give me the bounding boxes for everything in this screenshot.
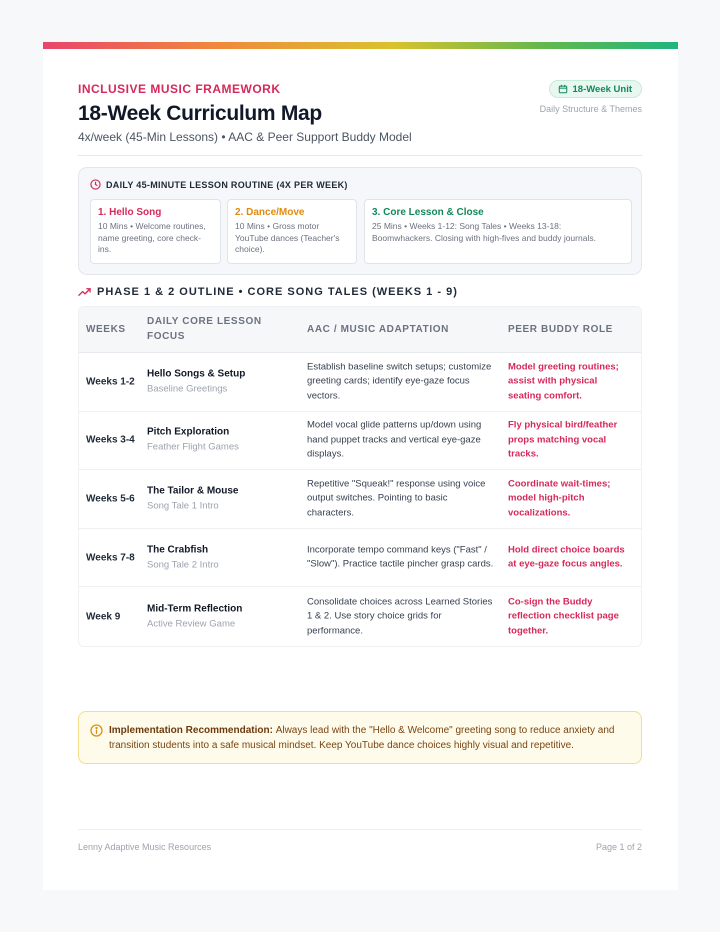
lesson-routine-panel: [78, 167, 642, 275]
focus-cell: [147, 602, 297, 631]
table-row: [79, 529, 641, 588]
table-row: [79, 353, 641, 412]
info-icon: [90, 724, 103, 737]
peer-cell: Co-sign the Buddy reflection checklist page together.: [508, 595, 619, 636]
focus-cell: [147, 426, 297, 455]
page-number: Page 1 of 2: [595, 842, 642, 852]
implementation-callout: [78, 711, 642, 764]
weeks-cell: Weeks 5-6: [86, 493, 135, 505]
focus-subtitle: Feather Flight Games: [147, 441, 239, 453]
routine-card-desc: 10 Mins • Welcome routines, name greeting, core check-ins.: [98, 221, 206, 254]
trending-up-icon: [78, 287, 91, 297]
curriculum-table: [78, 306, 642, 647]
phase-heading-text: PHASE 1 & 2 OUTLINE • CORE SONG TALES (WEEKS 1 - 9): [97, 286, 458, 298]
routine-card-core-lesson: [364, 199, 632, 264]
focus-cell: [147, 367, 297, 396]
calendar-icon: [558, 84, 568, 94]
focus-cell: [147, 543, 297, 572]
aac-cell: Repetitive "Squeak!" response using voice output switches. Pointing to basic characters.: [307, 478, 486, 519]
weeks-cell: Weeks 1-2: [86, 376, 135, 388]
aac-cell: Establish baseline switch setups; customize greeting cards; identify eye-gaze focus vectors.: [307, 361, 492, 402]
focus-subtitle: Song Tale 2 Intro: [147, 559, 219, 571]
routine-heading: [90, 179, 348, 190]
focus-title: Mid-Term Reflection: [147, 603, 243, 615]
peer-cell: Model greeting routines; assist with physical seating comfort.: [508, 361, 619, 402]
peer-cell: Fly physical bird/feather props matching vocal tracks.: [508, 419, 618, 460]
focus-title: The Crabfish: [147, 544, 209, 556]
routine-card-title: 3. Core Lesson & Close: [372, 207, 484, 218]
phase-heading: [78, 286, 458, 298]
routine-card-title: 1. Hello Song: [98, 207, 162, 218]
routine-card-desc: 10 Mins • Gross motor YouTube dances (Teacher's choice).: [235, 221, 340, 254]
routine-card-title: 2. Dance/Move: [235, 207, 305, 218]
unit-badge: [549, 80, 642, 98]
routine-card-hello-song: [90, 199, 221, 264]
peer-cell: Coordinate wait-times; model high-pitch vocalizations.: [508, 478, 611, 519]
page-subtitle: 4x/week (45-Min Lessons) • AAC & Peer Support Buddy Model: [78, 130, 412, 144]
routine-heading-text: DAILY 45-MINUTE LESSON ROUTINE (4X PER WEEK): [106, 179, 348, 190]
column-header-weeks: WEEKS: [86, 324, 126, 335]
document-page: [43, 42, 678, 890]
footer-source: Lenny Adaptive Music Resources: [78, 842, 212, 852]
callout-label: Implementation Recommendation:: [109, 725, 276, 736]
badge-label: 18-Week Unit: [572, 83, 632, 95]
callout-text: Always lead with the "Hello & Welcome" greeting song to reduce anxiety and transition students into a safe musical mindset. Keep YouTube dance choices highly visual and repetitive.: [109, 725, 615, 751]
table-row: [79, 470, 641, 529]
column-header-aac: AAC / MUSIC ADAPTATION: [307, 324, 449, 335]
aac-cell: Incorporate tempo command keys ("Fast" / "Slow"). Practice tactile pincher grasp cards.: [307, 544, 494, 570]
routine-card-dance-move: [227, 199, 357, 264]
column-header-focus: DAILY CORE LESSON FOCUS: [147, 316, 262, 342]
table-header-row: [79, 307, 641, 353]
weeks-cell: Weeks 3-4: [86, 434, 135, 446]
weeks-cell: Weeks 7-8: [86, 552, 135, 564]
routine-card-desc: 25 Mins • Weeks 1-12: Song Tales • Weeks 13-18: Boomwhackers. Closing with high-fives and buddy journals.: [372, 221, 596, 243]
eyebrow-label: INCLUSIVE MUSIC FRAMEWORK: [78, 82, 281, 96]
focus-subtitle: Baseline Greetings: [147, 383, 228, 395]
table-row: [79, 412, 641, 471]
peer-cell: Hold direct choice boards at eye-gaze focus angles.: [508, 544, 625, 570]
focus-title: The Tailor & Mouse: [147, 485, 239, 497]
clock-icon: [90, 179, 101, 190]
footer-divider: [78, 829, 642, 830]
focus-title: Pitch Exploration: [147, 426, 230, 438]
focus-subtitle: Active Review Game: [147, 618, 236, 630]
focus-title: Hello Songs & Setup: [147, 368, 246, 380]
page-title: 18-Week Curriculum Map: [78, 102, 322, 125]
column-header-peer: PEER BUDDY ROLE: [508, 324, 613, 335]
table-row: [79, 587, 641, 646]
weeks-cell: Week 9: [86, 611, 121, 623]
focus-subtitle: Song Tale 1 Intro: [147, 500, 219, 512]
aac-cell: Model vocal glide patterns up/down using hand puppet tracks and vertical eye-gaze displays.: [307, 419, 482, 460]
focus-cell: [147, 484, 297, 513]
aac-cell: Consolidate choices across Learned Stories 1 & 2. Use story choice grids for performance.: [307, 595, 493, 636]
badge-subtext: Daily Structure & Themes: [539, 104, 642, 114]
header-divider: [78, 155, 642, 156]
